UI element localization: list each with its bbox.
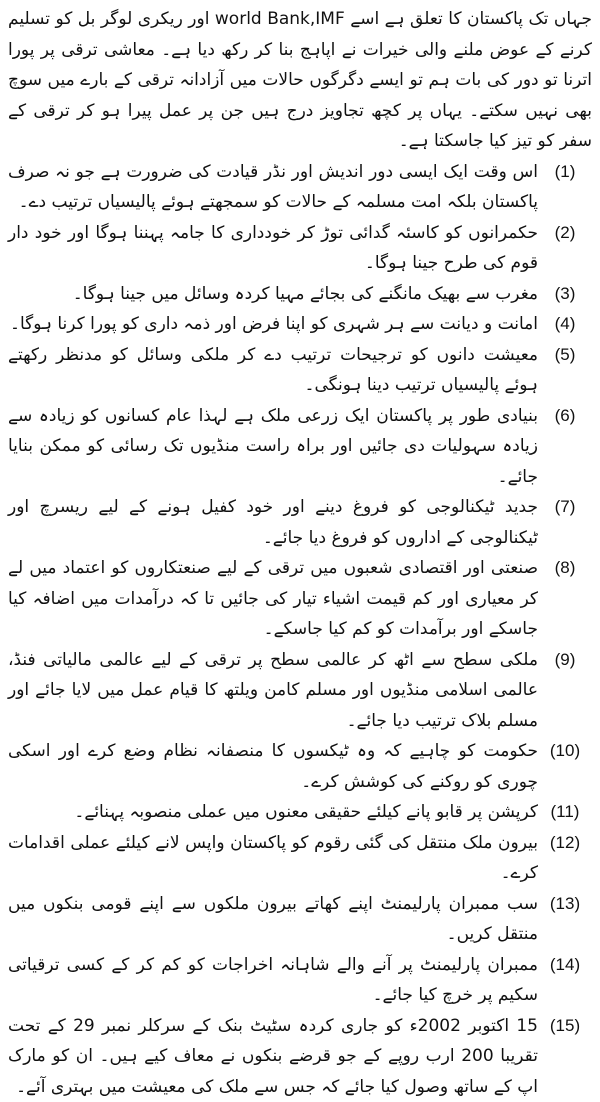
list-item-12 <box>8 828 592 889</box>
list-item-9 <box>8 645 592 737</box>
item-number: (9) <box>538 645 592 676</box>
item-number: (15) <box>538 1011 592 1042</box>
item-number: (12) <box>538 828 592 859</box>
item-number: (5) <box>538 340 592 371</box>
item-text: اس وقت ایک ایسی دور اندیش اور نڈر قیادت کی ضرورت ہے جو نہ صرف پاکستان بلکہ امت مسلمہ کے حالات کو سمجھتے ہوئے پالیسیاں ترتیب دے۔ <box>8 157 538 218</box>
item-number: (11) <box>538 797 592 828</box>
item-number: (1) <box>538 157 592 188</box>
item-text: ملکی سطح سے اٹھ کر عالمی سطح پر ترقی کے لیے عالمی مالیاتی فنڈ، عالمی اسلامی منڈیوں اور مسلم کامن ویلتھ کا قیام عمل میں لایا جائے اور مسلم بلاک ترتیب دیا جائے۔ <box>8 645 538 737</box>
list-item-6 <box>8 401 592 493</box>
item-number: (6) <box>538 401 592 432</box>
list-item-8 <box>8 553 592 645</box>
item-number: (13) <box>538 889 592 920</box>
item-number: (3) <box>538 279 592 310</box>
item-number: (10) <box>538 736 592 767</box>
list-item-15 <box>8 1011 592 1102</box>
item-text: حکومت کو چاہیے کہ وہ ٹیکسوں کا منصفانہ نظام وضع کرے اور اسکی چوری کو روکنے کی کوشش کرے۔ <box>8 736 538 797</box>
intro-paragraph: جہاں تک پاکستان کا تعلق ہے اسے world Bank,IMF اور ریکری لوگر بل کو تسلیم کرنے کے عوض ملنے والی خیرات نے اپاہج بنا کر رکھ دیا ہے۔ معاشی ترقی پر پورا اترنا تو دور کی بات ہم تو ایسے دگرگوں حالات میں آزادانہ ترقی کے بارے میں سوچ بھی نہیں سکتے۔ یہاں پر کچھ تجاویز درج ہیں جن پر عمل پیرا ہو کر ترقی کے سفر کو تیز کیا جاسکتا ہے۔ <box>8 4 592 157</box>
item-text: جدید ٹیکنالوجی کو فروغ دینے اور خود کفیل ہونے کے لیے ریسرچ اور ٹیکنالوجی کے اداروں کو فروغ دیا جائے۔ <box>8 492 538 553</box>
list-item-10 <box>8 736 592 797</box>
list-item-13 <box>8 889 592 950</box>
item-text: ممبران پارلیمنٹ پر آنے والے شاہانہ اخراجات کو کم کر کے کسی ترقیاتی سکیم پر خرچ کیا جائے۔ <box>8 950 538 1011</box>
list-item-2 <box>8 218 592 279</box>
item-number: (14) <box>538 950 592 981</box>
item-text: سب ممبران پارلیمنٹ اپنے کھاتے بیرون ملکوں سے اپنے قومی بنکوں میں منتقل کریں۔ <box>8 889 538 950</box>
item-text: بنیادی طور پر پاکستان ایک زرعی ملک ہے لہذا عام کسانوں کو زیادہ سے زیادہ سہولیات دی جائیں اور براہ راست منڈیوں تک رسائی کو ممکن بنایا جائے۔ <box>8 401 538 493</box>
item-number: (7) <box>538 492 592 523</box>
item-text: صنعتی اور اقتصادی شعبوں میں ترقی کے لیے صنعتکاروں کو اعتماد میں لے کر معیاری اور کم قیمت اشیاء تیار کی جائیں تا کہ درآمدات میں اضافہ کیا جاسکے اور برآمدات کو کم کیا جاسکے۔ <box>8 553 538 645</box>
list-item-11 <box>8 797 592 828</box>
list-item-5 <box>8 340 592 401</box>
list-item-3 <box>8 279 592 310</box>
item-text: حکمرانوں کو کاسئہ گدائی توڑ کر خودداری کا جامہ پہننا ہوگا اور خود دار قوم کی طرح جینا ہوگا۔ <box>8 218 538 279</box>
item-text: مغرب سے بھیک مانگنے کی بجائے مہیا کردہ وسائل میں جینا ہوگا۔ <box>8 279 538 310</box>
list-item-4 <box>8 309 592 340</box>
item-text: 15 اکتوبر 2002ء کو جاری کردہ سٹیٹ بنک کے سرکلر نمبر 29 کے تحت تقریبا 200 ارب روپے کے جو قرضے بنکوں نے معاف کیے ہیں۔ ان کو مارک اپ کے ساتھ وصول کیا جائے کہ جس سے ملک کی معیشت میں بہتری آئے۔ <box>8 1011 538 1102</box>
item-number: (2) <box>538 218 592 249</box>
item-number: (8) <box>538 553 592 584</box>
item-number: (4) <box>538 309 592 340</box>
list-item-7 <box>8 492 592 553</box>
item-text: بیرون ملک منتقل کی گئی رقوم کو پاکستان واپس لانے کیلئے عملی اقدامات کرے۔ <box>8 828 538 889</box>
item-text: کرپشن پر قابو پانے کیلئے حقیقی معنوں میں عملی منصوبہ پہنائے۔ <box>8 797 538 828</box>
item-text: امانت و دیانت سے ہر شہری کو اپنا فرض اور ذمہ داری کو پورا کرنا ہوگا۔ <box>8 309 538 340</box>
list-item-14 <box>8 950 592 1011</box>
item-text: معیشت دانوں کو ترجیحات ترتیب دے کر ملکی وسائل کو مدنظر رکھتے ہوئے پالیسیاں ترتیب دینا ہونگی۔ <box>8 340 538 401</box>
list-item-1 <box>8 157 592 218</box>
